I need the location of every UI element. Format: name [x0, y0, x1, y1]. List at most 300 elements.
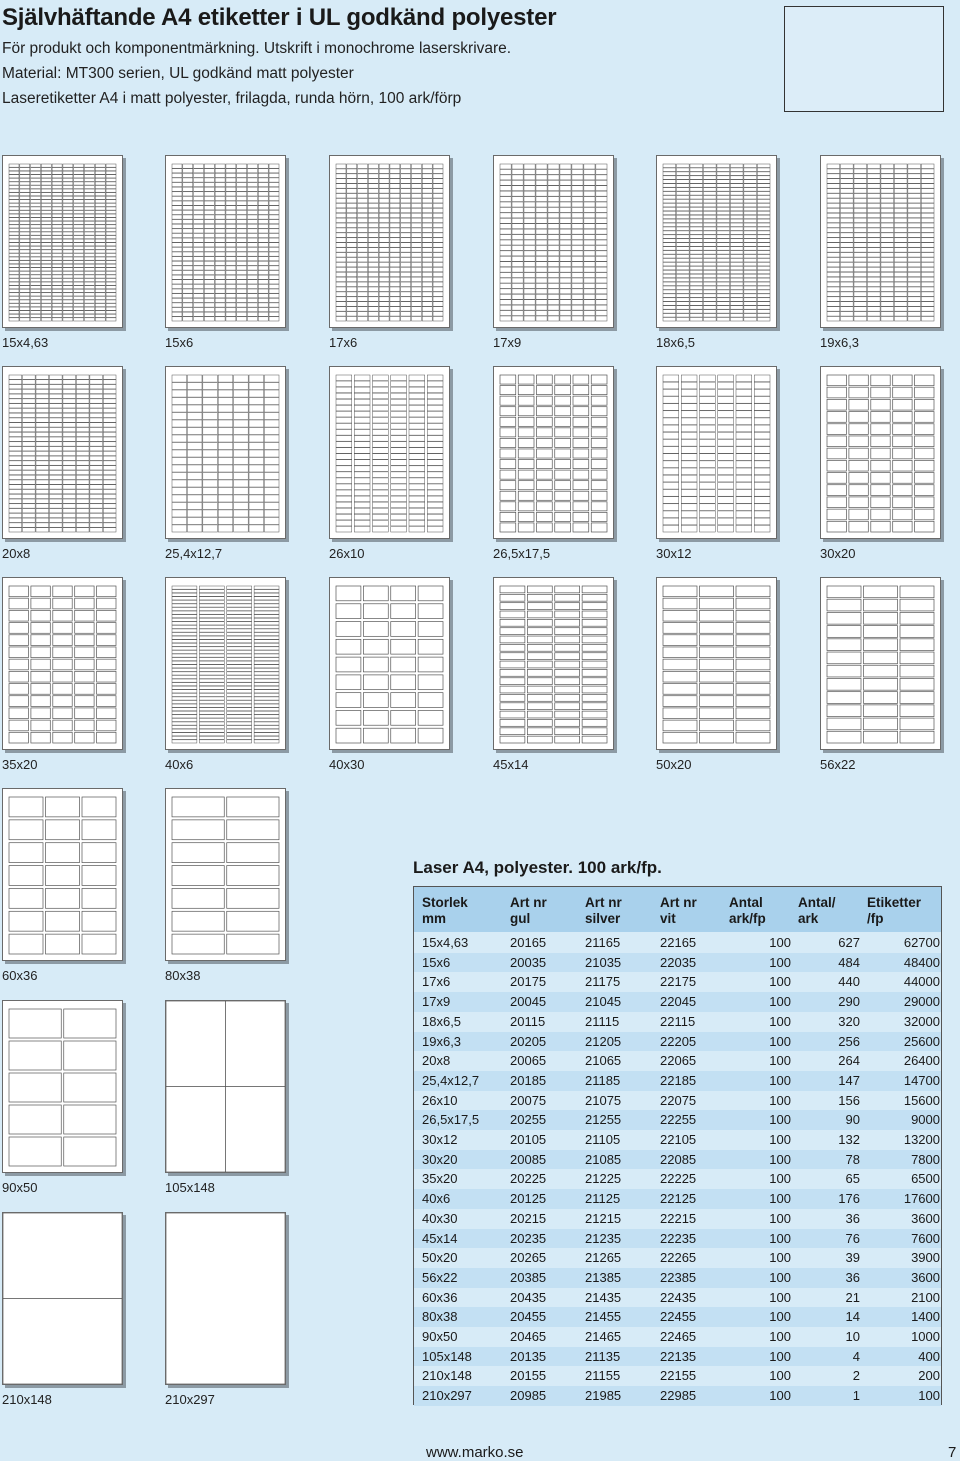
column-header [867, 895, 921, 927]
label-cell [717, 282, 730, 286]
label-cell [840, 287, 853, 292]
label-cell [9, 418, 22, 422]
label-cell [97, 586, 116, 597]
label-cell [730, 306, 743, 310]
label-cell [908, 228, 921, 233]
label-cell [596, 289, 607, 294]
label-cell [84, 239, 94, 242]
label-cell [172, 693, 197, 696]
label-cell [172, 261, 182, 265]
label-cell [336, 203, 346, 208]
label-cell [555, 644, 580, 651]
label-cell [9, 623, 28, 634]
label-cell [106, 282, 116, 285]
label-cell [527, 636, 552, 643]
label-cell [736, 497, 752, 504]
label-cell [20, 271, 30, 274]
label-cell [247, 266, 257, 270]
label-cell [269, 280, 279, 284]
label-cell [849, 448, 868, 459]
label-cell [247, 317, 257, 321]
label-cell [90, 447, 103, 451]
label-cell [106, 296, 116, 299]
label-cell [757, 180, 770, 184]
table-row [414, 1366, 941, 1386]
label-cell [754, 454, 770, 461]
label-cell [95, 175, 105, 178]
label-cell [249, 375, 264, 382]
label-cell [548, 186, 559, 191]
label-cell [717, 251, 730, 255]
label-cell [36, 385, 49, 389]
label-cell [106, 268, 116, 271]
label-cell [199, 708, 224, 711]
label-cell [194, 187, 204, 191]
label-cell [358, 208, 368, 213]
label-cell [194, 215, 204, 219]
label-cell [827, 164, 840, 169]
label-cell [227, 600, 252, 603]
label-cell [512, 273, 523, 278]
label-cell [676, 164, 689, 168]
label-cell [52, 257, 62, 260]
label-cell [548, 262, 559, 267]
label-cell [582, 694, 607, 701]
label-cell [744, 266, 757, 270]
label-cell [921, 262, 934, 267]
label-cell [269, 266, 279, 270]
table-cell: 35x20 [422, 1171, 458, 1187]
label-cell [582, 636, 607, 643]
table-cell: 2 [852, 1368, 860, 1384]
label-cell [690, 266, 703, 270]
label-cell [827, 436, 846, 447]
label-cell [41, 300, 51, 303]
label-cell [172, 303, 182, 307]
label-cell [840, 316, 853, 321]
label-cell [172, 888, 224, 908]
label-cell [347, 248, 357, 253]
label-cell [226, 243, 236, 247]
label-cell [849, 497, 868, 508]
label-cell [358, 243, 368, 248]
label-cell [730, 258, 743, 262]
label-cell [336, 179, 346, 184]
label-cell [422, 238, 432, 243]
table-cell: 22175 [660, 974, 697, 990]
table-cell: 22265 [660, 1250, 697, 1266]
label-cell [754, 525, 770, 532]
label-cell [247, 229, 257, 233]
label-cell [106, 275, 116, 278]
label-cell [218, 390, 233, 397]
label-cell [373, 484, 389, 490]
label-cell [368, 292, 378, 297]
label-cell [849, 485, 868, 496]
label-cell [730, 199, 743, 203]
label-cell [401, 253, 411, 258]
label-cell [500, 407, 516, 416]
label-cell [226, 210, 236, 214]
label-cell [827, 307, 840, 312]
label-cell [676, 235, 689, 239]
label-cell [401, 164, 411, 169]
label-cell [854, 257, 867, 262]
label-cell [187, 405, 202, 412]
label-cell [9, 1009, 61, 1038]
label-cell [690, 239, 703, 243]
label-cell [254, 704, 279, 707]
label-cell [41, 293, 51, 296]
label-cell [254, 675, 279, 678]
sheet-size-label: 45x14 [493, 757, 529, 772]
label-cell [368, 169, 378, 174]
label-cell [401, 243, 411, 248]
label-cell [63, 239, 73, 242]
label-cell [915, 448, 934, 459]
label-cell [358, 282, 368, 287]
label-cell [676, 266, 689, 270]
label-cell [881, 297, 894, 302]
label-cell [864, 678, 898, 690]
label-cell [730, 270, 743, 274]
label-cell [52, 168, 62, 171]
label-cell [215, 289, 225, 293]
label-cell [336, 496, 352, 502]
column-header-line: vit [660, 911, 676, 926]
table-row [414, 1012, 941, 1032]
label-cell [827, 692, 861, 704]
label-cell [584, 294, 595, 299]
label-cell [401, 238, 411, 243]
label-cell [854, 218, 867, 223]
label-cell [90, 408, 103, 412]
label-cell [264, 510, 279, 517]
label-cell [76, 485, 89, 489]
label-cell [744, 239, 757, 243]
label-grid [657, 367, 776, 538]
label-cell [106, 168, 116, 171]
label-cell [881, 287, 894, 292]
label-cell [527, 644, 552, 651]
table-cell: 22155 [660, 1368, 697, 1384]
label-cell [871, 460, 890, 471]
label-cell [52, 175, 62, 178]
label-cell [194, 164, 204, 168]
label-cell [572, 218, 583, 223]
label-cell [744, 251, 757, 255]
label-cell [172, 206, 182, 210]
label-cell [717, 258, 730, 262]
label-cell [422, 169, 432, 174]
label-cell [717, 168, 730, 172]
label-cell [95, 168, 105, 171]
label-cell [368, 213, 378, 218]
table-cell: 20255 [510, 1112, 547, 1128]
label-cell [347, 233, 357, 238]
label-cell [203, 390, 218, 397]
label-cell [827, 243, 840, 248]
label-cell [500, 375, 516, 384]
label-cell [663, 610, 697, 621]
label-cell [234, 502, 249, 509]
label-cell [730, 294, 743, 298]
label-cell [172, 280, 182, 284]
label-cell [63, 293, 73, 296]
label-cell [500, 719, 525, 726]
label-cell [264, 442, 279, 449]
label-cell [204, 280, 214, 284]
label-cell [527, 661, 552, 668]
label-cell [555, 428, 571, 437]
label-cell [49, 489, 62, 493]
label-cell [187, 480, 202, 487]
label-cell [84, 300, 94, 303]
label-cell [744, 192, 757, 196]
label-cell [215, 164, 225, 168]
website-url[interactable]: www.marko.se [426, 1444, 524, 1461]
label-cell [591, 523, 607, 532]
label-cell [9, 423, 22, 427]
label-cell [172, 472, 187, 479]
label-cell [22, 423, 35, 427]
label-cell [9, 214, 19, 217]
label-cell [215, 303, 225, 307]
label-cell [106, 218, 116, 221]
label-cell [31, 278, 41, 281]
label-cell [31, 635, 50, 646]
label-cell [354, 466, 370, 472]
label-cell [226, 183, 236, 187]
label-cell [36, 528, 49, 532]
label-cell [106, 286, 116, 289]
label-cell [548, 180, 559, 185]
label-cell [717, 302, 730, 306]
label-cell [31, 623, 50, 634]
label-cell [690, 231, 703, 235]
label-cell [512, 218, 523, 223]
label-cell [172, 640, 197, 643]
label-cell [199, 715, 224, 718]
label-cell [730, 211, 743, 215]
label-cell [31, 196, 41, 199]
label-cell [172, 647, 197, 650]
label-cell [53, 623, 72, 634]
label-cell [827, 174, 840, 179]
label-cell [560, 186, 571, 191]
label-cell [894, 248, 907, 253]
label-cell [867, 194, 880, 199]
label-cell [700, 598, 734, 609]
label-cell [20, 193, 30, 196]
label-cell [582, 736, 607, 743]
label-cell [500, 523, 516, 532]
label-cell [74, 221, 84, 224]
label-cell [663, 511, 679, 518]
label-sheet-23 [2, 1212, 123, 1385]
table-cell: 22435 [660, 1289, 697, 1305]
label-cell [908, 169, 921, 174]
label-cell [172, 266, 182, 270]
label-cell [106, 314, 116, 317]
label-cell [548, 175, 559, 180]
label-cell [894, 238, 907, 243]
label-cell [527, 603, 552, 610]
label-cell [827, 302, 840, 307]
label-cell [881, 164, 894, 169]
label-cell [247, 173, 257, 177]
label-cell [9, 243, 19, 246]
label-cell [840, 228, 853, 233]
label-cell [52, 318, 62, 321]
label-cell [703, 199, 716, 203]
label-cell [500, 636, 525, 643]
label-cell [336, 387, 352, 393]
label-cell [237, 243, 247, 247]
label-cell [433, 272, 443, 277]
label-cell [187, 465, 202, 472]
label-cell [418, 622, 443, 637]
label-cell [893, 436, 912, 447]
label-cell [500, 251, 511, 256]
label-cell [418, 586, 443, 601]
label-cell [363, 675, 388, 690]
label-cell [84, 214, 94, 217]
label-cell [524, 169, 535, 174]
label-cell [247, 206, 257, 210]
label-cell [591, 428, 607, 437]
label-cell [730, 262, 743, 266]
label-cell [103, 480, 116, 484]
label-cell [500, 396, 516, 405]
label-cell [418, 675, 443, 690]
label-cell [237, 247, 247, 251]
label-cell [258, 196, 268, 200]
label-cell [103, 456, 116, 460]
label-cell [584, 197, 595, 202]
label-cell [9, 239, 19, 242]
label-cell [358, 287, 368, 292]
label-cell [736, 482, 752, 489]
label-cell [921, 312, 934, 317]
label-cell [74, 243, 84, 246]
label-cell [63, 408, 76, 412]
label-cell [36, 456, 49, 460]
label-cell [894, 272, 907, 277]
label-cell [106, 200, 116, 203]
label-cell [347, 282, 357, 287]
label-cell [596, 235, 607, 240]
table-cell: 26x10 [422, 1092, 458, 1108]
label-cell [379, 174, 389, 179]
label-cell [187, 412, 202, 419]
label-cell [9, 182, 19, 185]
label-cell [555, 611, 580, 618]
label-cell [427, 411, 443, 417]
label-cell [75, 586, 94, 597]
label-cell [391, 417, 407, 423]
label-cell [379, 194, 389, 199]
label-cell [227, 718, 252, 721]
label-cell [9, 253, 19, 256]
label-cell [433, 189, 443, 194]
label-cell [681, 454, 697, 461]
label-cell [203, 502, 218, 509]
label-cell [427, 508, 443, 514]
label-cell [373, 520, 389, 526]
label-cell [76, 385, 89, 389]
label-cell [9, 404, 22, 408]
label-cell [827, 169, 840, 174]
label-cell [227, 711, 252, 714]
label-cell [524, 191, 535, 196]
label-cell [524, 300, 535, 305]
label-cell [536, 251, 547, 256]
label-cell [663, 223, 676, 227]
label-cell [894, 312, 907, 317]
label-cell [76, 432, 89, 436]
label-cell [204, 187, 214, 191]
label-cell [74, 171, 84, 174]
label-cell [194, 224, 204, 228]
label-cell [915, 387, 934, 398]
label-cell [31, 189, 41, 192]
label-cell [203, 495, 218, 502]
label-cell [103, 399, 116, 403]
label-cell [254, 597, 279, 600]
label-cell [49, 394, 62, 398]
sheet-size-label: 56x22 [820, 757, 856, 772]
table-cell: 100 [769, 1269, 791, 1285]
label-cell [354, 411, 370, 417]
label-cell [584, 218, 595, 223]
label-cell [379, 213, 389, 218]
label-cell [718, 439, 734, 446]
label-cell [373, 448, 389, 454]
label-cell [227, 736, 252, 739]
label-cell [9, 647, 28, 658]
label-cell [894, 198, 907, 203]
label-cell [64, 1041, 116, 1070]
label-cell [258, 247, 268, 251]
label-cell [354, 484, 370, 490]
label-cell [518, 512, 534, 521]
label-cell [681, 482, 697, 489]
label-cell [172, 797, 224, 817]
label-cell [226, 187, 236, 191]
label-cell [354, 478, 370, 484]
label-cell [226, 238, 236, 242]
label-cell [9, 275, 19, 278]
label-cell [226, 206, 236, 210]
label-cell [663, 192, 676, 196]
table-row [414, 1150, 941, 1170]
label-cell [754, 475, 770, 482]
label-cell [199, 665, 224, 668]
label-cell [867, 312, 880, 317]
label-cell [254, 693, 279, 696]
label-cell [41, 178, 51, 181]
table-cell: 21215 [585, 1210, 622, 1226]
table-title: Laser A4, polyester. 100 ark/fp. [413, 858, 662, 877]
label-cell [512, 213, 523, 218]
label-cell [75, 598, 94, 609]
label-cell [560, 278, 571, 283]
label-cell [690, 274, 703, 278]
label-cell [536, 267, 547, 272]
label-cell [247, 303, 257, 307]
label-cell [9, 598, 28, 609]
